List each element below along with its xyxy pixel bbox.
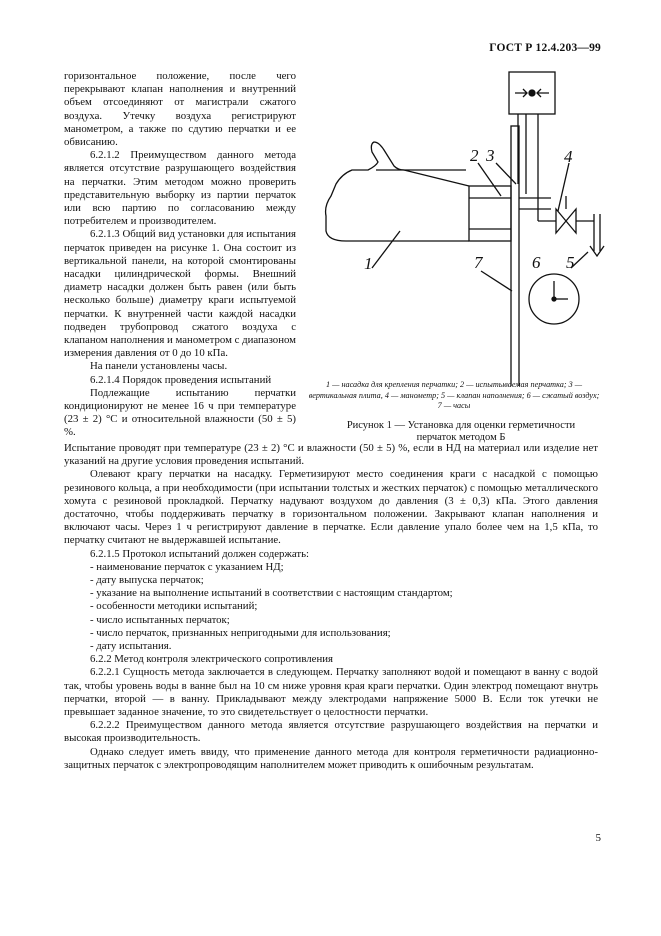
paragraph: Однако следует иметь ввиду, что применение данного метода для контроля герметичности радиационно-защитных перчаток с электропроводящим наполнителем может приводить к ошибочным результатам. (64, 745, 598, 771)
list-item: - указание на выполнение испытаний в соответствии с настоящим стандартом; (90, 587, 453, 600)
main-text (64, 442, 598, 772)
page-number: 5 (595, 832, 601, 844)
standard-header: ГОСТ Р 12.4.203—99 (489, 42, 601, 54)
list-item: - число перчаток, признанных непригодными для использования; (90, 626, 391, 639)
list-item: - дату испытания. (90, 640, 172, 653)
paragraph: На панели установлены часы. (90, 360, 228, 373)
list-item: - наименование перчаток с указанием НД; (90, 560, 284, 573)
paragraph: 6.2.1.3 Общий вид установки для испытания перчаток приведен на рисунке 1. Она состоит из вертикальной панели, на которой смонтированы насадки цилиндрической формы. Внешний диаметр насадки должен быть равен (или быть несколько больше) диаметру краги испытуемой перчатки. К внутренней части каждой насадки подведен трубопровод сжатого воздуха с клапаном наполнения и манометром с диапазоном измерения давления от 0 до 10 кПа. (64, 228, 296, 360)
paragraph: Испытание проводят при температуре (23 ± 2) °С и влажности (50 ± 5) %, если в НД на материал или изделие нет указаний на другие условия проведения испытаний. (64, 442, 598, 468)
paragraph: Олевают крагу перчатки на насадку. Герметизируют место соединения краги с насадкой с помощью резинового кольца, а при необходимости (при испытании толстых и жестких перчаток) с помощью металлического хомута с резиновой прокладкой. Перчатку надувают воздухом до давления (3 ± 0,3) кПа. Этого давления достаточно, чтобы поддерживать перчатку в горизонтальном положении. Закрывают клапан наполнения и включают часы. Через 1 ч регистрируют давление в перчатке. Если давление упало более чем на 1,5 кПа, то перчатку считают не выдержавшей испытание. (64, 468, 598, 547)
figure-label-5: 5 (566, 253, 575, 272)
figure-caption: Рисунок 1 — Установка для оценки герметичности перчаток методом Б (346, 420, 576, 443)
paragraph: Подлежащие испытанию перчатки кондиционируют не менее 16 ч при температуре (23 ± 2) °С и относительной влажности (50 ± 5) %. (64, 386, 296, 439)
paragraph: 6.2.2 Метод контроля электрического сопротивления (90, 653, 333, 666)
pressure-indicator (529, 90, 535, 96)
figure-label-6: 6 (532, 253, 541, 272)
test-setup-diagram (306, 66, 606, 386)
figure-label-4: 4 (564, 147, 573, 166)
figure-label-2: 2 (470, 146, 479, 165)
protocol-list (64, 561, 598, 653)
air-arrow-icon (590, 246, 604, 256)
figure-label-3: 3 (486, 146, 495, 165)
glove-outline (326, 142, 469, 241)
paragraph: 6.2.2.2 Преимуществом данного метода является отсутствие разрушающего воздействия на перчатки и высокая производительность. (64, 719, 598, 745)
figure-label-7: 7 (474, 253, 483, 272)
paragraph: 6.2.2.1 Сущность метода заключается в следующем. Перчатку заполняют водой и помещают в ванну с водой так, чтобы уровень воды в ванне был на 10 см ниже уровня края краги перчатки. Один электрод помещают внутрь перчатки, второй — в ванну. Прикладывают между электродами напряжение 5000 В. Если ток утечки не превышает заданное значение, то это свидетельствует о целостности перчатки. (64, 666, 598, 719)
valve (538, 209, 576, 233)
arrow-in-icon (515, 89, 527, 97)
figure-label-1: 1 (364, 254, 373, 273)
list-item: - число испытанных перчаток; (90, 613, 230, 626)
nozzle (469, 186, 511, 241)
left-text-column (64, 70, 296, 440)
list-item: - особенности методики испытаний; (90, 600, 258, 613)
paragraph: горизонтальное положение, после чего перекрывают клапан наполнения и внутренний объем отсоединяют от магистрали сжатого воздуха. Утечку воздуха регистрируют манометром, а также по сдутию перчатки и ее обвисанию. (64, 70, 296, 149)
paragraph: 6.2.1.5 Протокол испытаний должен содержать: (90, 547, 310, 560)
paragraph: 6.2.1.4 Порядок проведения испытаний (90, 373, 272, 386)
arrow-out-icon (537, 89, 549, 97)
figure-legend: 1 — насадка для крепления перчатки; 2 — испытываемая перчатка; 3 — вертикальная плита, 4 — манометр; 5 — клапан наполнения; 6 — сжатый воздух; 7 — часы (308, 380, 600, 411)
paragraph: 6.2.1.2 Преимуществом данного метода является отсутствие разрушающего воздействия на перчатки. Этим методом можно проверить представительную выборку из партии перчаток или всю партию по согласованию между потребителем и производителем. (64, 149, 296, 228)
list-item: - дату выпуска перчаток; (90, 574, 204, 587)
